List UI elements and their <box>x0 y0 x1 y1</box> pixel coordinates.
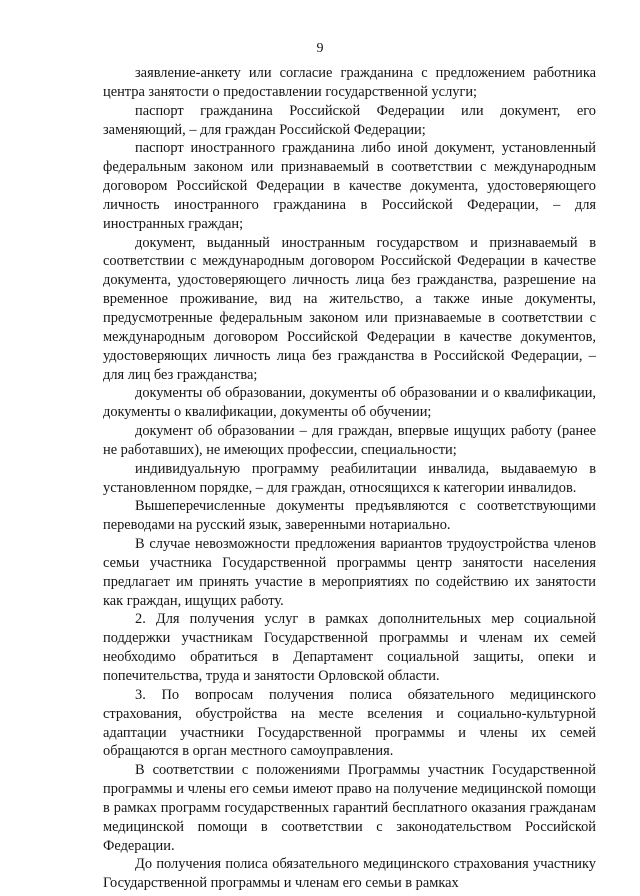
paragraph-medical-care-rights: В соответствии с положениями Программы участник Государственной программы и члены его семьи имеют право на получение медицинской помощи в рамках программ государственных гарантий бесплатного оказания гражданам медицинской помощи в соответствии с законодательством Российской Федерации. <box>103 762 596 854</box>
body-text <box>103 64 596 893</box>
paragraph-stateless-document: документ, выданный иностранным государством и признаваемый в соответствии с международным договором Российской Федерации в качестве документа, удостоверяющего личность лица без гражданства, разрешение на временное проживание, вид на жительство, а также иные документы, предусмотренные федеральным законом или признаваемые в соответствии с международным договором Российской Федерации в качестве документов, удостоверяющих личность лица без гражданства в Российской Федерации, – для лиц без гражданства; <box>103 234 596 383</box>
paragraph-foreign-passport: паспорт иностранного гражданина либо иной документ, установленный федеральным законом или признаваемый в соответствии с международным договором Российской Федерации в качестве документа, удостоверяющего личность иностранного гражданина в Российской Федерации, – для иностранных граждан; <box>103 140 596 232</box>
paragraph-medical-insurance-questions: 3. По вопросам получения полиса обязательного медицинского страхования, обустройства на месте вселения и социально-культурной адаптации участники Государственной программы и члены их семей обращаются в орган местного самоуправления. <box>103 686 596 760</box>
paragraph-rehabilitation-program: индивидуальную программу реабилитации инвалида, выдаваемую в установленном порядке, – для граждан, относящихся к категории инвалидов. <box>103 460 596 496</box>
page-number: 9 <box>316 41 324 56</box>
paragraph-rf-passport: паспорт гражданина Российской Федерации или документ, его заменяющий, – для граждан Российской Федерации; <box>103 102 596 138</box>
paragraph-social-support: 2. Для получения услуг в рамках дополнительных мер социальной поддержки участникам Государственной программы и членам их семей необходимо обратиться в Департамент социальной защиты, опеки и попечительства, труда и занятости Орловской области. <box>103 611 596 684</box>
paragraph-first-job-seekers: документ об образовании – для граждан, впервые ищущих работу (ранее не работавших), не имеющих профессии, специальности; <box>103 423 596 458</box>
paragraph-education-documents: документы об образовании, документы об образовании и о квалификации, документы о квалификации, документы об обучении; <box>103 385 596 421</box>
paragraph-application-form: заявление-анкету или согласие гражданина с предложением работника центра занятости о предоставлении государственной услуги; <box>103 65 596 100</box>
paragraph-before-policy: До получения полиса обязательного медицинского страхования участнику Государственной программы и членам его семьи в рамках <box>103 856 596 892</box>
paragraph-employment-alternatives: В случае невозможности предложения вариантов трудоустройства членов семьи участника Государственной программы центр занятости населения предлагает им принять участие в мероприятиях по содействию их занятости как граждан, ищущих работу. <box>103 536 596 609</box>
paragraph-notarized-translations: Вышеперечисленные документы предъявляются с соответствующими переводами на русский язык, заверенными нотариально. <box>103 498 596 534</box>
